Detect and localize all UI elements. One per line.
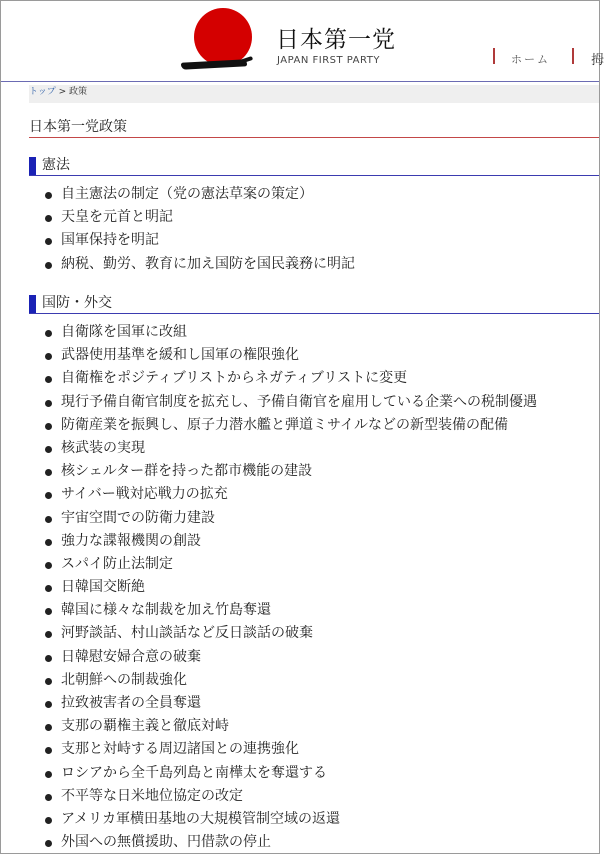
breadcrumb-separator: > [55,87,69,97]
nav-divider [493,48,495,64]
policy-list-item: 宇宙空間での防衛力建設 [45,507,537,530]
policy-list-item: 支那の覇権主義と徹底対峙 [45,715,537,738]
site-header [1,1,604,82]
policy-list-item: 強力な諜報機関の創設 [45,530,537,553]
policy-list-item: 韓国に様々な制裁を加え竹島奪還 [45,599,537,622]
nav-next-link[interactable]: 拇 [591,53,604,68]
policy-list-item: 日韓慰安婦合意の破棄 [45,646,537,669]
policy-list-item: 現行予備自衛官制度を拡充し、予備自衛官を雇用している企業への税制優遇 [45,391,537,414]
policy-list-item: 自衛隊を国軍に改組 [45,321,537,344]
policy-list-item: サイバー戦対応戦力の拡充 [45,483,537,506]
policy-list-item: 天皇を元首と明記 [45,206,355,229]
section-marker [29,295,36,313]
policy-list-item: 北朝鮮への制裁強化 [45,669,537,692]
section-marker [29,157,36,175]
breadcrumb-current: 政策 [69,87,88,97]
policy-list-item: 国軍保持を明記 [45,229,355,252]
policy-list-item: 防衛産業を振興し、原子力潜水艦と弾道ミサイルなどの新型装備の配備 [45,414,537,437]
policy-list-item: スパイ防止法制定 [45,553,537,576]
policy-list-item: アメリカ軍横田基地の大規模管制空域の返還 [45,808,537,831]
section-heading-text: 国防・外交 [42,295,112,311]
rising-sun-icon [194,8,252,66]
policy-list-item: 河野談話、村山談話など反日談話の破棄 [45,622,537,645]
nav-home-link[interactable]: ホーム [511,53,550,66]
policy-list-item: 自衛権をポジティブリストからネガティブリストに変更 [45,367,537,390]
constitution-policy-list [45,183,355,276]
breadcrumb [29,85,599,103]
policy-list-item: 拉致被害者の全員奪還 [45,692,537,715]
site-subtitle: JAPAN FIRST PARTY [277,55,380,66]
policy-list-item: 納税、勤労、教育に加え国防を国民義務に明記 [45,253,355,276]
breadcrumb-top-link[interactable]: トップ [29,87,56,97]
policy-list-item: 支那と対峙する周辺諸国との連携強化 [45,738,537,761]
section-heading-defense [29,295,599,314]
policy-list-item: 外国への無償援助、円借款の停止 [45,831,537,854]
policy-list-item: ロシアから全千島列島と南樺太を奪還する [45,762,537,785]
section-heading-text: 憲法 [42,157,70,173]
section-heading-constitution [29,157,599,176]
policy-list-item: 武器使用基準を緩和し国軍の権限強化 [45,344,537,367]
policy-list-item: 自主憲法の制定（党の憲法草案の策定） [45,183,355,206]
page-title: 日本第一党政策 [29,119,599,138]
defense-policy-list [45,321,537,854]
nav-divider [572,48,574,64]
policy-list-item: 不平等な日米地位協定の改定 [45,785,537,808]
policy-list-item: 日韓国交断絶 [45,576,537,599]
site-title: 日本第一党 [276,27,396,53]
policy-list-item: 核シェルター群を持った都市機能の建設 [45,460,537,483]
policy-list-item: 核武装の実現 [45,437,537,460]
